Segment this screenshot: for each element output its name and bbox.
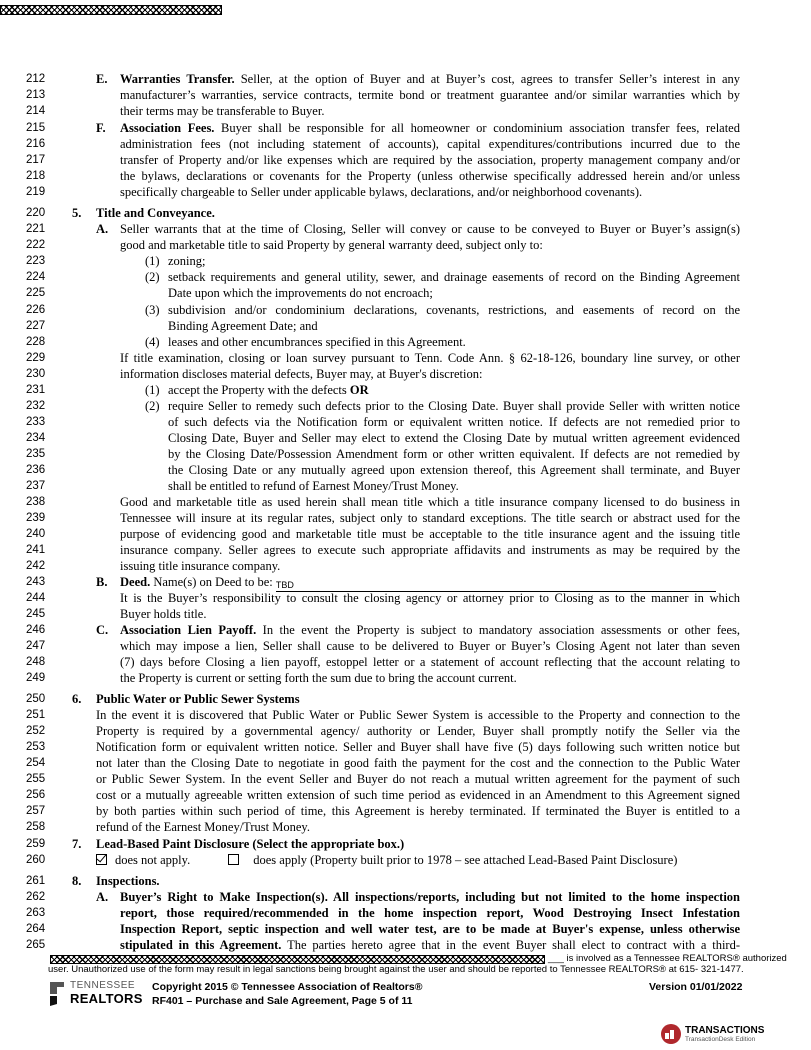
section-label: C. xyxy=(96,623,109,637)
document-line xyxy=(0,303,811,318)
line-text: good and marketable title to said Property by general warranty deed, subject only to: xyxy=(120,238,543,252)
line-number: 223 xyxy=(26,255,46,267)
line-number: 234 xyxy=(26,432,46,444)
section-label: 5. xyxy=(72,206,82,220)
line-number: 254 xyxy=(26,757,46,769)
line-number: 242 xyxy=(26,560,46,572)
footer-copyright: Copyright 2015 © Tennessee Association of Realtors® xyxy=(152,981,423,993)
footer-warning-text: user. Unauthorized use of the form may result in legal sanctions being brought against the user and should be reported to Tennessee REALTORS® at 615- 321-1477. xyxy=(48,964,744,975)
line-text: Buyer holds title. xyxy=(120,607,207,621)
document-line xyxy=(0,692,811,707)
document-line xyxy=(0,270,811,285)
document-line xyxy=(0,222,811,237)
logo-top-text: TENNESSEE xyxy=(70,980,136,991)
line-number: 221 xyxy=(26,223,46,235)
line-text: Property is required by a governmental agency/ authority or Lender, Buyer shall promptly notify the Seller via the xyxy=(96,724,740,738)
line-text: administration fees (not including statement of accounts), capital expenditures/contributions incurred due to the xyxy=(120,137,740,151)
document-line xyxy=(0,72,811,87)
section-label: A. xyxy=(96,222,109,236)
line-text: Association Fees. Buyer shall be responsible for all homeowner or condominium association transfer fees, related xyxy=(120,121,740,135)
bold-heading: Public Water or Public Sewer Systems xyxy=(96,692,300,706)
line-text: by both parties within such period of time, this Agreement is hereby terminated. If terminated the Buyer is entitled to a xyxy=(96,804,740,818)
line-number: 220 xyxy=(26,207,46,219)
line-text: Closing Date, Buyer and Seller may elect to extend the Closing Date by mutual written agreement evidenced xyxy=(168,431,740,445)
document-line xyxy=(0,740,811,755)
document-line xyxy=(0,772,811,787)
logo-bottom-text: REALTORS xyxy=(70,991,143,1006)
line-text: not later than the Closing Date to negotiate in good faith the payment for the cost and the connection to the Public Water xyxy=(96,756,740,770)
bold-heading: Lead-Based Paint Disclosure (Select the appropriate box.) xyxy=(96,837,405,851)
section-label: 7. xyxy=(72,837,82,851)
section-label: (4) xyxy=(145,335,160,349)
line-text: Association Lien Payoff. In the event the Property is subject to mandatory association assessments or other fees, xyxy=(120,623,741,637)
line-number: 260 xyxy=(26,854,46,866)
line-number: 249 xyxy=(26,672,46,684)
section-label: (3) xyxy=(145,303,160,317)
line-text: information discloses material defects, Buyer may, at Buyer's discretion: xyxy=(120,367,483,381)
line-text: accept the Property with the defects OR xyxy=(168,383,369,397)
line-number: 247 xyxy=(26,640,46,652)
line-text: leases and other encumbrances specified in this Agreement. xyxy=(168,335,466,349)
line-text: which may impose a lien, Seller shall cause to be delivered to Buyer or Buyer’s Closing Agent not later than seven xyxy=(120,639,740,653)
line-number: 237 xyxy=(26,480,46,492)
document-line xyxy=(0,607,811,622)
document-line xyxy=(0,655,811,670)
line-text: purpose of evidencing good and marketable title must be acceptable to the title insurance agent and the issuing title xyxy=(120,527,740,541)
line-text: require Seller to remedy such defects prior to the Closing Date. Buyer shall provide Seller with written notice xyxy=(168,399,740,413)
redacted-user-bar xyxy=(50,955,545,964)
line-text: issuing title insurance company. xyxy=(120,559,281,573)
line-number: 262 xyxy=(26,891,46,903)
document-line xyxy=(0,922,811,937)
bold-heading: Association Lien Payoff. xyxy=(120,623,257,637)
line-text: Warranties Transfer. Seller, at the option of Buyer and at Buyer’s cost, agrees to transfer Seller’s interest in any xyxy=(120,72,740,86)
document-line xyxy=(0,415,811,430)
line-number: 265 xyxy=(26,939,46,951)
document-line xyxy=(0,527,811,542)
document-line xyxy=(0,853,811,868)
document-line xyxy=(0,319,811,334)
line-text xyxy=(96,206,740,221)
deed-name-field[interactable]: TBD xyxy=(276,579,716,592)
line-text xyxy=(96,874,740,889)
line-number: 217 xyxy=(26,154,46,166)
line-number: 229 xyxy=(26,352,46,364)
line-text: Tennessee will insure at its regular rates, subject only to standard exceptions. The title search or abstract used for the xyxy=(120,511,740,525)
line-number: 252 xyxy=(26,725,46,737)
document-line xyxy=(0,708,811,723)
document-line xyxy=(0,788,811,803)
line-number: 250 xyxy=(26,693,46,705)
document-line xyxy=(0,623,811,638)
line-number: 212 xyxy=(26,73,46,85)
line-number: 219 xyxy=(26,186,46,198)
document-line xyxy=(0,639,811,654)
bold-heading: Inspections. xyxy=(96,874,160,888)
line-number: 258 xyxy=(26,821,46,833)
document-line xyxy=(0,890,811,905)
document-line xyxy=(0,383,811,398)
line-text: the bylaws, declarations or covenants for the Property (unless otherwise specifically addressed herein and/or unless xyxy=(120,169,740,183)
document-line xyxy=(0,431,811,446)
document-line xyxy=(0,837,811,852)
line-number: 230 xyxy=(26,368,46,380)
section-label: (2) xyxy=(145,270,160,284)
document-line xyxy=(0,254,811,269)
document-line xyxy=(0,286,811,301)
line-number: 261 xyxy=(26,875,46,887)
line-text: (7) days before Closing a lien payoff, estoppel letter or a statement of account reflecting that the account relating to xyxy=(120,655,740,669)
document-line xyxy=(0,591,811,606)
line-number: 256 xyxy=(26,789,46,801)
section-label: (2) xyxy=(145,399,160,413)
line-number: 240 xyxy=(26,528,46,540)
document-line xyxy=(0,938,811,953)
line-text: Date upon which the improvements do not encroach; xyxy=(168,286,433,300)
document-line xyxy=(0,543,811,558)
bold-heading: Inspection Report, septic inspection and well water test, are to be made at Buyer's expense, unless otherwise xyxy=(120,922,740,936)
transactions-logo-icon xyxy=(660,1023,682,1045)
line-text: Binding Agreement Date; and xyxy=(168,319,318,333)
line-number: 251 xyxy=(26,709,46,721)
line-text: setback requirements and general utility, sewer, and drainage easements of record on the Binding Agreement xyxy=(168,270,740,284)
line-number: 255 xyxy=(26,773,46,785)
line-text: cost or a mutually agreeable written extension of such time period as evidenced in an Amendment to this Agreement signed xyxy=(96,788,740,802)
line-text xyxy=(96,853,740,868)
lead-paint-option-2: does apply (Property built prior to 1978 – see attached Lead-Based Paint Disclosure) xyxy=(253,853,678,867)
document-line xyxy=(0,206,811,221)
line-number: 264 xyxy=(26,923,46,935)
line-number: 226 xyxy=(26,304,46,316)
line-number: 257 xyxy=(26,805,46,817)
bold-heading: Association Fees. xyxy=(120,121,215,135)
document-line xyxy=(0,88,811,103)
line-number: 232 xyxy=(26,400,46,412)
document-line xyxy=(0,671,811,686)
line-number: 239 xyxy=(26,512,46,524)
lead-paint-option-1: does not apply. xyxy=(115,853,191,867)
line-text: specifically chargeable to Seller under applicable bylaws, declarations, and/or neighborhood covenants). xyxy=(120,185,643,199)
footer-form-name: RF401 – Purchase and Sale Agreement, Page 5 of 11 xyxy=(152,995,413,1007)
section-label: (1) xyxy=(145,383,160,397)
redacted-header-bar xyxy=(0,5,222,15)
line-number: 215 xyxy=(26,122,46,134)
line-number: 224 xyxy=(26,271,46,283)
footer-authorized-text: ___ is involved as a Tennessee REALTORS® authorized xyxy=(548,953,787,964)
line-number: 244 xyxy=(26,592,46,604)
document-line xyxy=(0,169,811,184)
line-number: 246 xyxy=(26,624,46,636)
document-line xyxy=(0,447,811,462)
document-line xyxy=(0,335,811,350)
line-number: 216 xyxy=(26,138,46,150)
document-line xyxy=(0,351,811,366)
line-number: 235 xyxy=(26,448,46,460)
tennessee-realtors-logo xyxy=(48,978,143,1010)
line-text: Deed. Name(s) on Deed to be: TBD xyxy=(120,575,740,592)
line-number: 238 xyxy=(26,496,46,508)
line-number: 248 xyxy=(26,656,46,668)
section-label: B. xyxy=(96,575,108,589)
document-line xyxy=(0,756,811,771)
document-line xyxy=(0,804,811,819)
bold-heading: Warranties Transfer. xyxy=(120,72,235,86)
document-line xyxy=(0,104,811,119)
document-line xyxy=(0,367,811,382)
transactions-subtitle: TransactionDesk Edition xyxy=(685,1036,756,1043)
line-number: 259 xyxy=(26,838,46,850)
line-text: In the event it is discovered that Public Water or Public Sewer System is accessible to the Property and connection to the xyxy=(96,708,740,722)
realtors-logo-icon xyxy=(48,980,68,1008)
line-text: Good and marketable title as used herein shall mean title which a title insurance company licensed to do business in xyxy=(120,495,740,509)
line-number: 263 xyxy=(26,907,46,919)
document-line xyxy=(0,153,811,168)
line-number: 213 xyxy=(26,89,46,101)
line-text: If title examination, closing or loan survey pursuant to Tenn. Code Ann. § 62-18-126, boundary line survey, or other xyxy=(120,351,740,365)
section-label: F. xyxy=(96,121,106,135)
document-line xyxy=(0,185,811,200)
line-number: 218 xyxy=(26,170,46,182)
line-number: 233 xyxy=(26,416,46,428)
section-label: A. xyxy=(96,890,109,904)
line-number: 241 xyxy=(26,544,46,556)
line-text: transfer of Property and/or like expenses which are required by the association, property management company and/or xyxy=(120,153,740,167)
lead-paint-not-apply-checkbox[interactable] xyxy=(96,854,107,865)
bold-heading: report, those required/recommended in the home inspection report, Wood Destroying Insect Infestation xyxy=(120,906,740,920)
section-label: 8. xyxy=(72,874,82,888)
line-text xyxy=(120,890,740,905)
line-text: Seller warrants that at the time of Closing, Seller will convey or cause to be conveyed to Buyer or Buyer’s assign(s) xyxy=(120,222,740,236)
footer-version: Version 01/01/2022 xyxy=(649,981,743,993)
section-label: (1) xyxy=(145,254,160,268)
line-number: 227 xyxy=(26,320,46,332)
line-text xyxy=(96,837,740,852)
line-number: 225 xyxy=(26,287,46,299)
line-number: 231 xyxy=(26,384,46,396)
document-line xyxy=(0,724,811,739)
document-line xyxy=(0,463,811,478)
bold-heading: stipulated in this Agreement. xyxy=(120,938,282,952)
document-line xyxy=(0,495,811,510)
line-text: by the Closing Date/Possession Amendment form or other written equivalent. If defects are not remedied by xyxy=(168,447,740,461)
document-line xyxy=(0,559,811,574)
document-line xyxy=(0,511,811,526)
line-number: 243 xyxy=(26,576,46,588)
line-number: 236 xyxy=(26,464,46,476)
transactions-brand: TRANSACTIONS xyxy=(685,1025,765,1036)
line-number: 228 xyxy=(26,336,46,348)
bold-heading: Title and Conveyance. xyxy=(96,206,215,220)
line-text: manufacturer’s warranties, service contracts, termite bond or treatment guarantee and/or similar warranties which by xyxy=(120,88,740,102)
document-line xyxy=(0,479,811,494)
bold-emphasis: OR xyxy=(349,383,369,397)
bold-heading: Deed. xyxy=(120,575,151,589)
document-line xyxy=(0,121,811,136)
document-line xyxy=(0,575,811,590)
bold-heading: Buyer’s Right to Make Inspection(s). All inspections/reports, including but not limited to the home inspection xyxy=(120,890,740,904)
line-text xyxy=(120,922,740,937)
line-text: stipulated in this Agreement. The parties hereto agree that in the event Buyer shall elect to contract with a third- xyxy=(120,938,740,952)
line-text: the Property is current or setting forth the sum due to bring the account current. xyxy=(120,671,517,685)
document-line xyxy=(0,874,811,889)
line-number: 245 xyxy=(26,608,46,620)
line-text: It is the Buyer’s responsibility to consult the closing agency or attorney prior to Closing as to the manner in which xyxy=(120,591,740,605)
document-line xyxy=(0,137,811,152)
line-text: subdivision and/or condominium declarations, covenants, restrictions, and easements of record on the xyxy=(168,303,740,317)
section-label: E. xyxy=(96,72,108,86)
transactions-logo xyxy=(660,1023,770,1047)
line-text: shall be entitled to refund of Earnest Money/Trust Money. xyxy=(168,479,459,493)
line-number: 253 xyxy=(26,741,46,753)
line-text: Notification form or equivalent written notice. Seller and Buyer shall have five (5) days following such written notice but xyxy=(96,740,740,754)
line-text: of such defects via the Notification form or equivalent written notice. If defects are not remedied prior to xyxy=(168,415,740,429)
line-text: insurance company. Seller agrees to execute such appropriate affidavits and instruments as may be required by the xyxy=(120,543,740,557)
lead-paint-applies-checkbox[interactable] xyxy=(228,854,239,865)
line-text: the Closing Date or any mutually agreed upon extension thereof, this Agreement shall terminate, and Buyer xyxy=(168,463,740,477)
line-number: 222 xyxy=(26,239,46,251)
document-line xyxy=(0,906,811,921)
line-text: zoning; xyxy=(168,254,206,268)
line-number: 214 xyxy=(26,105,46,117)
line-text xyxy=(96,692,740,707)
section-label: 6. xyxy=(72,692,82,706)
line-text: refund of the Earnest Money/Trust Money. xyxy=(96,820,310,834)
line-text xyxy=(120,906,740,921)
line-text: their terms may be transferable to Buyer. xyxy=(120,104,325,118)
document-line xyxy=(0,238,811,253)
line-text: or Public Sewer System. In the event Seller and Buyer do not reach a mutual written agreement for the payment of such xyxy=(96,772,740,786)
document-line xyxy=(0,399,811,414)
document-line xyxy=(0,820,811,835)
